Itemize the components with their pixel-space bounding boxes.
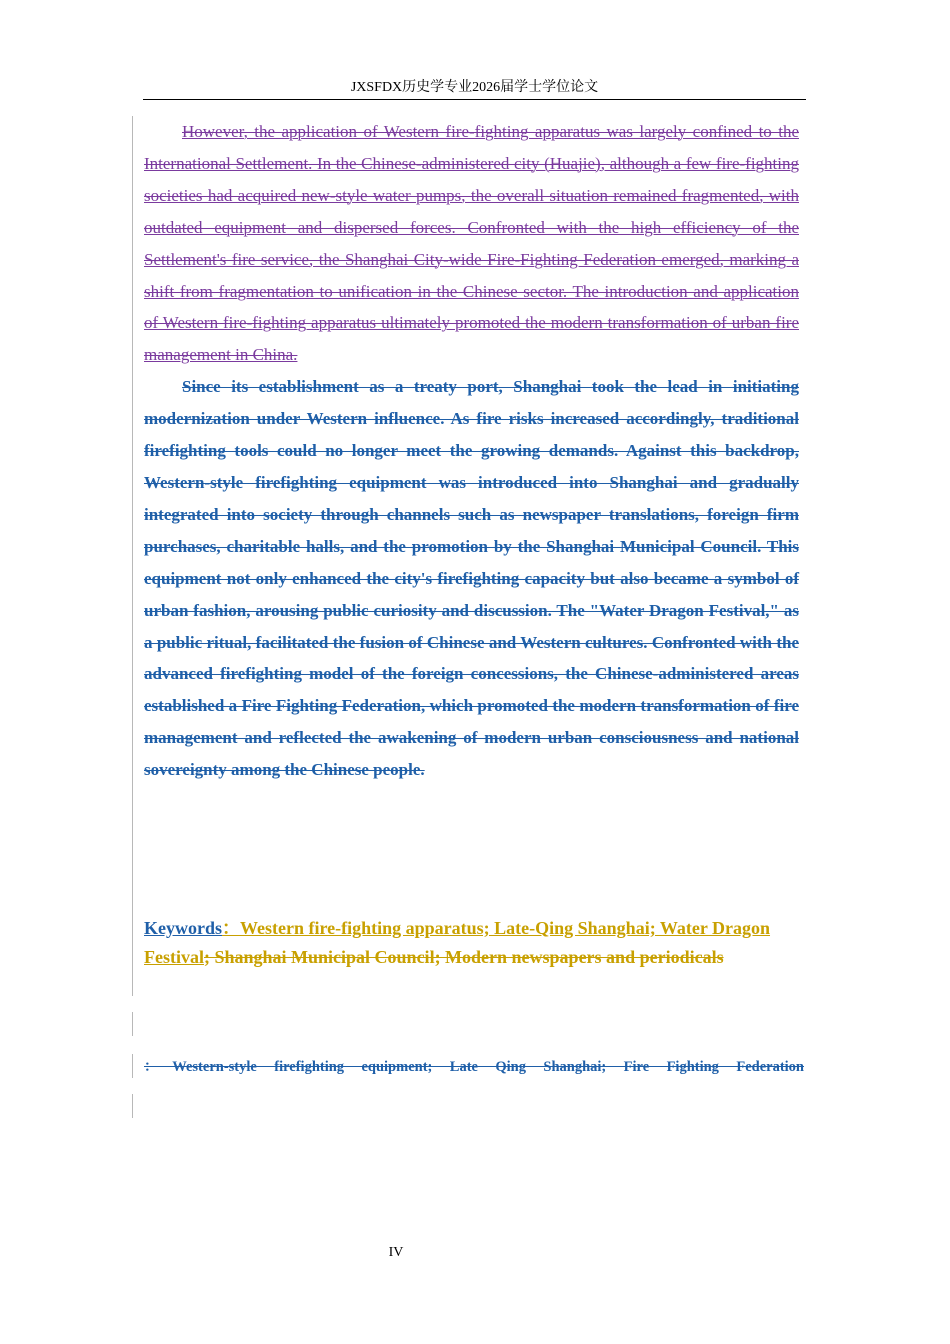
abstract-paragraph-deleted-1: However, the application of Western fire-fighting apparatus was largely confined to the International Settlement. In the Chinese-administered city (Huajie), although a few fire-fighting societies had acquired new-style water pumps, the overall situation remained fragmented, with outdated equipment and dispersed forces. Confronted with the high efficiency of the Settlement's fire service, the Shanghai City-wide Fire-Fighting Federation emerged, marking a shift from fragmentation to unification in the Chinese sector. The introduction and application of Western fire-fighting apparatus ultimately promoted the modern transformation of urban fire management in China. bbox=[144, 122, 799, 365]
change-bar bbox=[132, 1054, 133, 1078]
abstract-paragraph-deleted-2: Since its establishment as a treaty port, Shanghai took the lead in initiating modernization under Western influence. As fire risks increased accordingly, traditional firefighting tools could no longer meet the growing demands. Against this backdrop, Western-style firefighting equipment was introduced into Shanghai and gradually integrated into society through channels such as newspaper translations, foreign firm purchases, charitable halls, and the promotion by the Shanghai Municipal Council. This equipment not only enhanced the city's firefighting capacity but also became a symbol of urban fashion, arousing public curiosity and discussion. The "Water Dragon Festival," as a public ritual, facilitated the fusion of Chinese and Western cultures. Confronted with the advanced firefighting model of the foreign concessions, the Chinese-administered areas established a Fire Fighting Federation, which promoted the modern transformation of fire management and reflected the awakening of modern urban consciousness and national sovereignty among the Chinese people. bbox=[144, 377, 799, 780]
keywords-old-line: ：Western-style firefighting equipment; Late Qing Shanghai; Fire Fighting Federation bbox=[144, 1059, 804, 1075]
page-number: IV bbox=[388, 1245, 404, 1260]
abstract-body bbox=[144, 116, 799, 786]
header-rule bbox=[143, 99, 806, 100]
keywords-deleted-text: ; Shanghai Municipal Council; Modern newspapers and periodicals bbox=[204, 946, 724, 967]
change-bar bbox=[132, 1012, 133, 1036]
change-bar bbox=[132, 1094, 133, 1118]
keywords-colon: ： bbox=[222, 918, 240, 938]
page-header: JXSFDX历史学专业2026届学士学位论文 bbox=[350, 80, 599, 95]
keywords-inserted-text: Western fire-fighting apparatus; Late-Qing Shanghai; Water Dragon Festival bbox=[144, 918, 771, 967]
keywords-label: Keywords bbox=[144, 918, 222, 938]
change-bar bbox=[132, 116, 133, 996]
keywords-line bbox=[144, 914, 804, 971]
